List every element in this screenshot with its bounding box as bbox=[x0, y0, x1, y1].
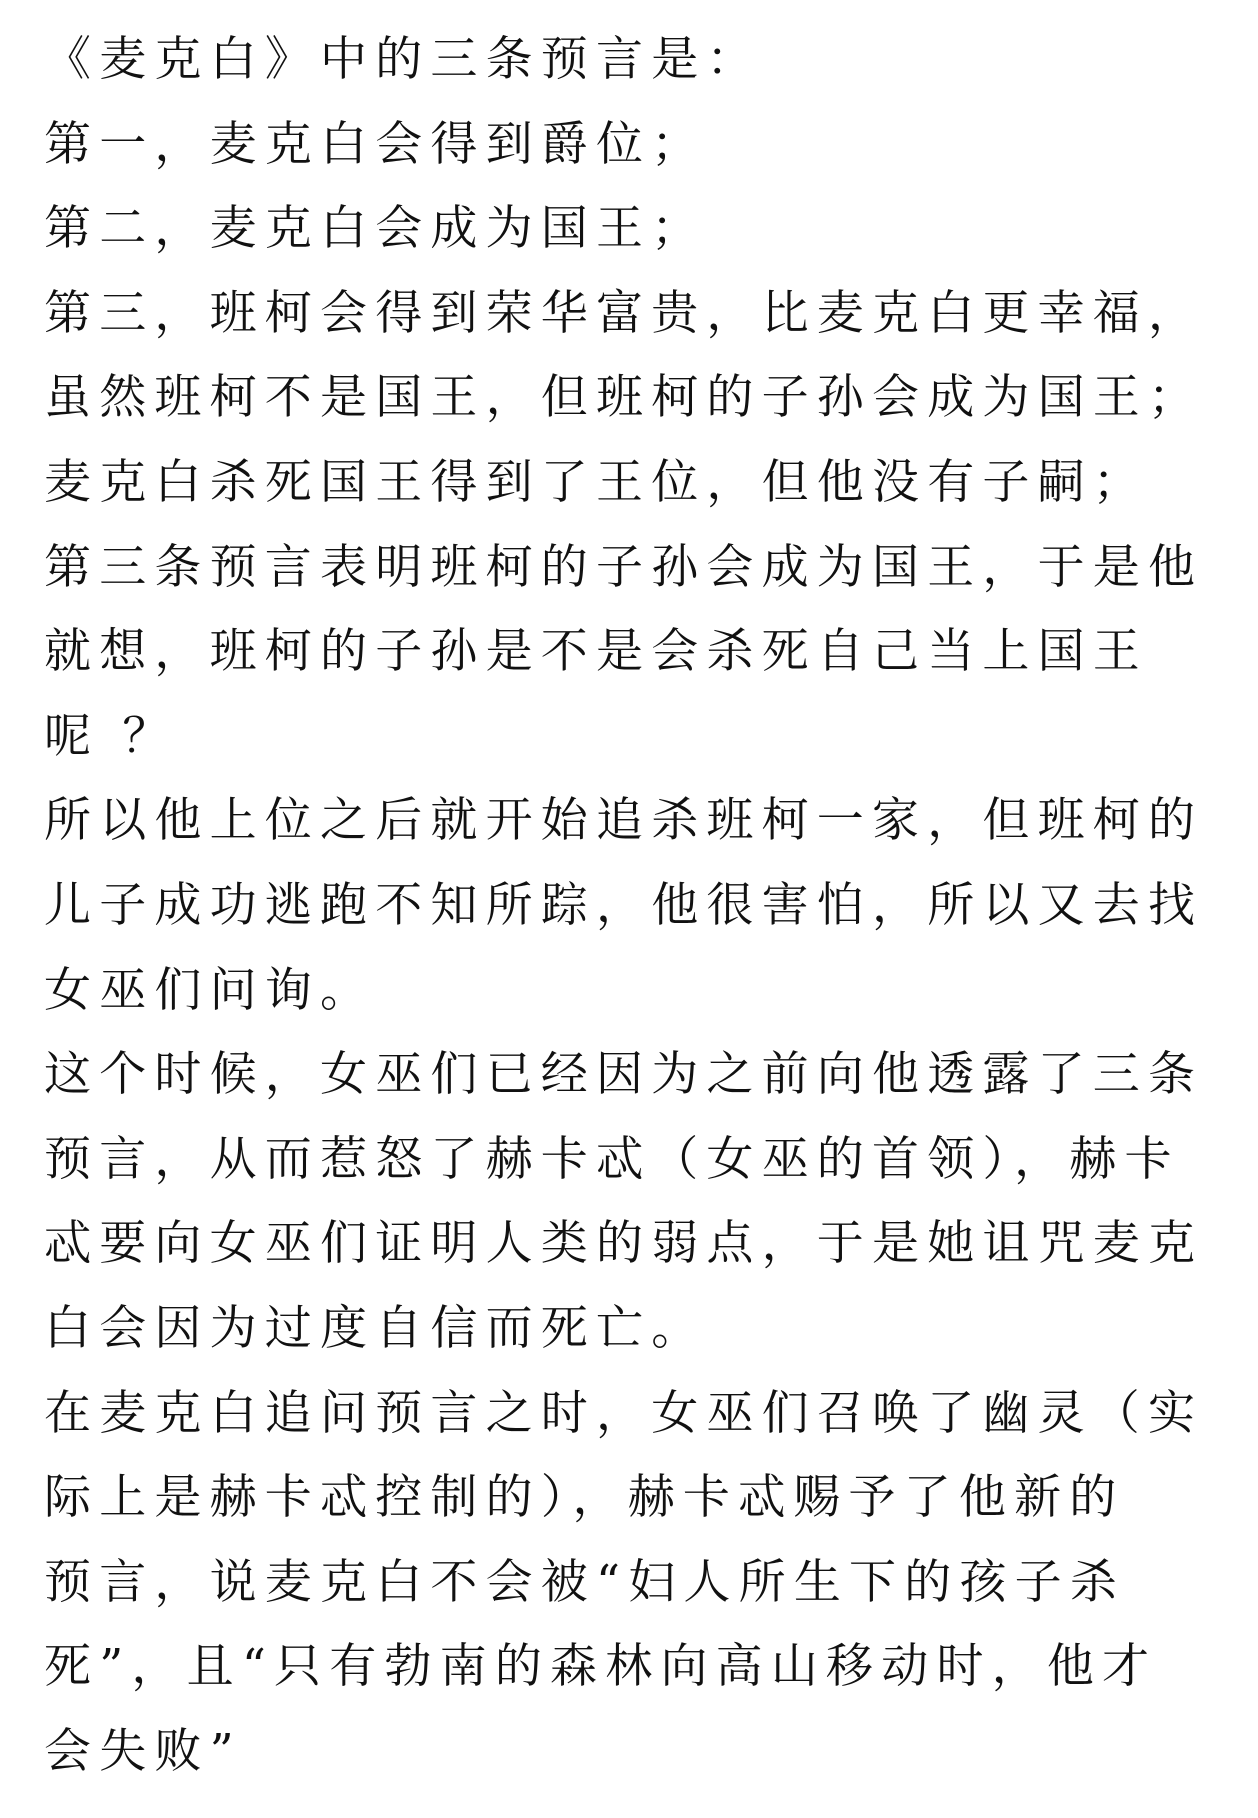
text-line-20: 死”，且“只有勃南的森林向高山移动时，他才 bbox=[44, 1639, 1158, 1695]
text-line-1: 《麦克白》中的三条预言是： bbox=[44, 32, 762, 87]
text-line-14: 预言，从而惹怒了赫卡忒（女巫的首领），赫卡 bbox=[44, 1131, 1180, 1187]
text-line-18: 际上是赫卡忒控制的），赫卡忒赐予了他新的 bbox=[44, 1470, 1125, 1526]
document-text bbox=[44, 18, 1236, 1794]
text-line-9: 呢 ？ bbox=[44, 708, 178, 764]
text-line-8: 就想，班柯的子孙是不是会杀死自己当上国王 bbox=[44, 624, 1148, 680]
text-line-4: 第三，班柯会得到荣华富贵，比麦克白更幸福， bbox=[44, 285, 1204, 341]
text-line-21: 会失败” bbox=[44, 1723, 242, 1779]
text-line-5: 虽然班柯不是国王，但班柯的子孙会成为国王； bbox=[44, 370, 1204, 426]
text-line-16: 白会因为过度自信而死亡。 bbox=[44, 1300, 707, 1356]
text-line-11: 儿子成功逃跑不知所踪，他很害怕，所以又去找 bbox=[44, 877, 1204, 933]
text-line-6: 麦克白杀死国王得到了王位，但他没有子嗣； bbox=[44, 454, 1148, 510]
text-line-17: 在麦克白追问预言之时，女巫们召唤了幽灵（实 bbox=[44, 1385, 1204, 1441]
text-line-7: 第三条预言表明班柯的子孙会成为国王，于是他 bbox=[44, 539, 1204, 595]
text-line-2: 第一，麦克白会得到爵位； bbox=[44, 116, 707, 172]
text-line-3: 第二，麦克白会成为国王； bbox=[44, 201, 707, 257]
text-line-12: 女巫们问询。 bbox=[44, 962, 376, 1018]
text-line-15: 忒要向女巫们证明人类的弱点，于是她诅咒麦克 bbox=[44, 1216, 1204, 1272]
text-line-13: 这个时候，女巫们已经因为之前向他透露了三条 bbox=[44, 1047, 1204, 1103]
text-line-10: 所以他上位之后就开始追杀班柯一家，但班柯的 bbox=[44, 793, 1204, 849]
text-line-19: 预言，说麦克白不会被“妇人所生下的孩子杀 bbox=[44, 1554, 1126, 1610]
